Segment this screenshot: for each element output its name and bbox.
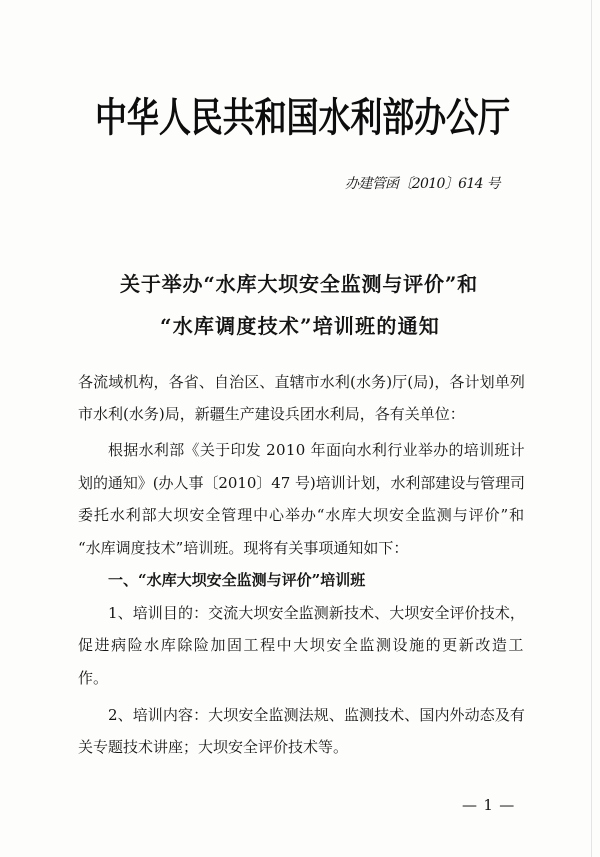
- body-paragraph-line: 关专题技术讲座；大坝安全评价技术等。: [78, 738, 349, 756]
- body-paragraph-line: 作。: [78, 669, 109, 687]
- body-paragraph-line: 划的通知》(办人事〔2010〕47 号)培训计划，水利部建设与管理司: [78, 474, 525, 492]
- document-number: 办建管函〔2010〕614 号: [345, 176, 500, 192]
- addressee-line-1: 各流域机构，各省、自治区、直辖市水利(水务)厅(局)，各计划单列: [78, 373, 525, 391]
- body-paragraph-line: 2、培训内容：大坝安全监测法规、监测技术、国内外动态及有: [108, 706, 525, 724]
- scan-edge-divider: [591, 0, 592, 857]
- addressee-line-2: 市水利(水务)局，新疆生产建设兵团水利局，各有关单位：: [78, 405, 465, 423]
- body-paragraph-line: 委托水利部大坝安全管理中心举办“水库大坝安全监测与评价”和: [78, 506, 525, 524]
- body-paragraph-line: 1、培训目的：交流大坝安全监测新技术、大坝安全评价技术，: [108, 604, 525, 622]
- section-heading-1: 一、“水库大坝安全监测与评价”培训班: [108, 571, 366, 589]
- body-paragraph-line: 根据水利部《关于印发 2010 年面向水利行业举办的培训班计: [108, 441, 525, 459]
- body-paragraph-line: 促进病险水库除险加固工程中大坝安全监测设施的更新改造工: [78, 636, 525, 654]
- issuer-header: 中华人民共和国水利部办公厅: [95, 93, 510, 141]
- page-number: — 1 —: [462, 796, 515, 814]
- notice-title-line-1: 关于举办“水库大坝安全监测与评价”和: [120, 272, 478, 296]
- notice-title-line-2: “水库调度技术”培训班的通知: [160, 314, 440, 338]
- body-paragraph-line: “水库调度技术”培训班。现将有关事项通知如下：: [78, 539, 409, 557]
